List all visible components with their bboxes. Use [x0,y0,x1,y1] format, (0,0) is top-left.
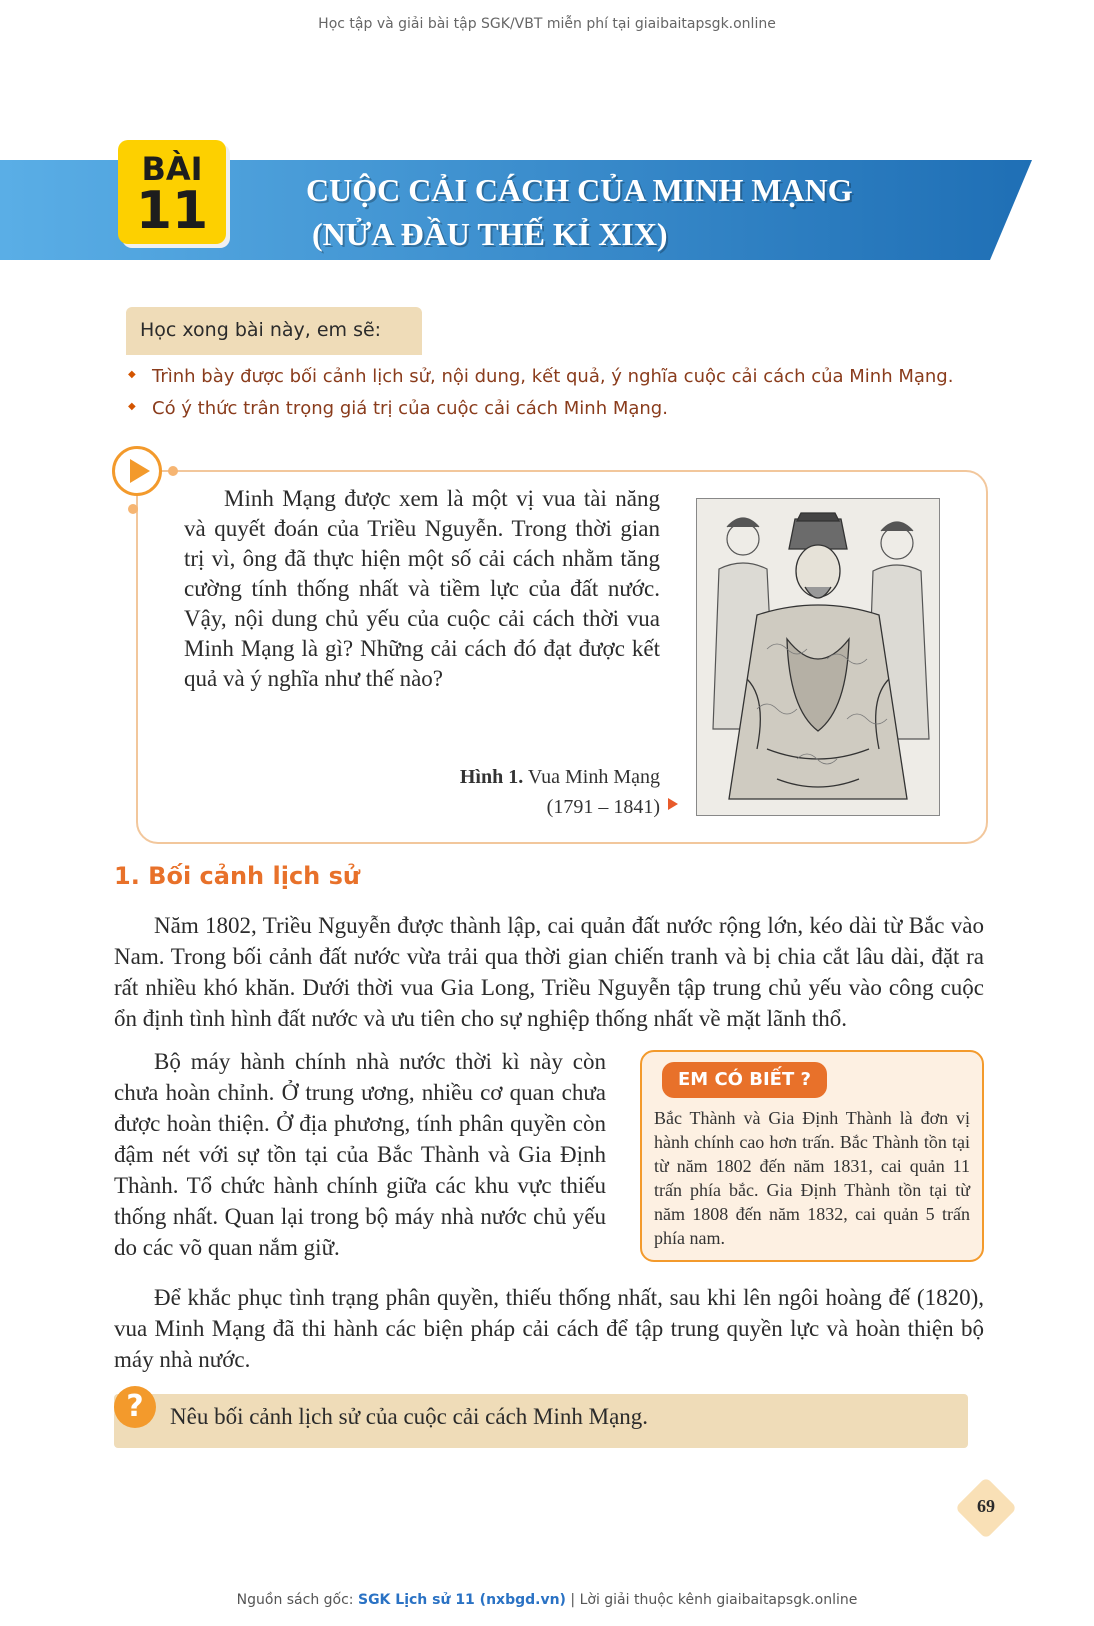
figure-caption-text: Vua Minh Mạng [527,766,660,788]
lesson-title [306,168,853,256]
paragraph: Bộ máy hành chính nhà nước thời kì này còn chưa hoàn chỉnh. Ở trung ương, nhiều cơ quan chưa được hoàn thiện. Ở địa phương, tính phân quyền còn đậm nét với sự tồn tại của Bắc Thành và Gia Định Thành. Tổ chức hành chính giữa các khu vực thiếu thống nhất. Quan lại trong bộ máy nhà nước chủ yếu do các võ quan nắm giữ. [114,1049,606,1260]
lesson-word: BÀI [141,150,203,188]
paragraph: Để khắc phục tình trạng phân quyền, thiếu thống nhất, sau khi lên ngôi hoàng đế (1820), vua Minh Mạng đã thi hành các biện pháp cải cách để tập trung quyền lực và hoàn thiện bộ máy nhà nước. [114,1285,984,1372]
did-you-know-text: Bắc Thành và Gia Định Thành là đơn vị hành chính cao hơn trấn. Bắc Thành tồn tại từ năm 1802 đến năm 1831, cai quản 11 trấn phía bắc. Gia Định Thành tồn tại từ năm 1808 đến năm 1832, cai quản 5 trấn phía nam. [654,1108,970,1248]
decor-dot-icon [128,504,138,514]
footer-credit [0,1592,1094,1608]
decor-dot-icon [168,466,178,476]
objectives-heading: Học xong bài này, em sẽ: [126,307,422,355]
paragraph: Năm 1802, Triều Nguyễn được thành lập, cai quản đất nước rộng lớn, kéo dài từ Bắc vào Nam. Trong bối cảnh đất nước vừa trải qua thời gian chiến tranh và bị chia cắt lâu dài, đặt ra rất nhiều khó khăn. Dưới thời vua Gia Long, Triều Nguyễn tập trung chủ yếu vào công cuộc ổn định tình hình đất nước và ưu tiên cho sự nghiệp thống nhất về mặt lãnh thổ. [114,913,984,1031]
footer-source-link[interactable]: SGK Lịch sử 11 (nxbgd.vn) [357,1592,566,1608]
header-credit: Học tập và giải bài tập SGK/VBT miễn phí tại giaibaitapsgk.online [318,16,776,32]
figure-label: Hình 1. [459,766,524,788]
question-icon: ? [114,1386,156,1428]
section-title: 1. Bối cảnh lịch sử [114,862,360,890]
play-icon [112,446,162,496]
question-text: Nêu bối cảnh lịch sử của cuộc cải cách Minh Mạng. [170,1404,649,1429]
figure-caption [420,762,660,822]
lesson-title-line2: (NỬA ĐẦU THẾ KỈ XIX) [312,216,668,252]
lesson-number-badge [118,140,226,244]
lesson-title-line1: CUỘC CẢI CÁCH CỦA MINH MẠNG [306,172,853,208]
did-you-know-badge: EM CÓ BIẾT ? [662,1062,827,1098]
lesson-number: 11 [135,181,209,241]
objective-item: ◆ Trình bày được bối cảnh lịch sử, nội dung, kết quả, ý nghĩa cuộc cải cách của Minh Mạng. [128,366,953,387]
page-number: 69 [977,1496,995,1516]
caption-arrow-icon [668,798,678,810]
footer-prefix: Nguồn sách gốc: [236,1592,354,1608]
figure-years: (1791 – 1841) [546,796,660,818]
intro-text: Minh Mạng được xem là một vị vua tài năng và quyết đoán của Triều Nguyễn. Trong thời gian trị vì, ông đã thực hiện một số cải cách nhằm tăng cường tính thống nhất và tiềm lực của đất nước. Vậy, nội dung chủ yếu của cuộc cải cách thời vua Minh Mạng là gì? Những cải cách đó đạt được kết quả và ý nghĩa như thế nào? [184,486,660,691]
objective-item: ◆ Có ý thức trân trọng giá trị của cuộc cải cách Minh Mạng. [128,398,953,419]
footer-suffix: | Lời giải thuộc kênh giaibaitapsgk.online [570,1592,858,1608]
king-portrait-image [696,498,940,816]
objectives-list [128,366,953,430]
